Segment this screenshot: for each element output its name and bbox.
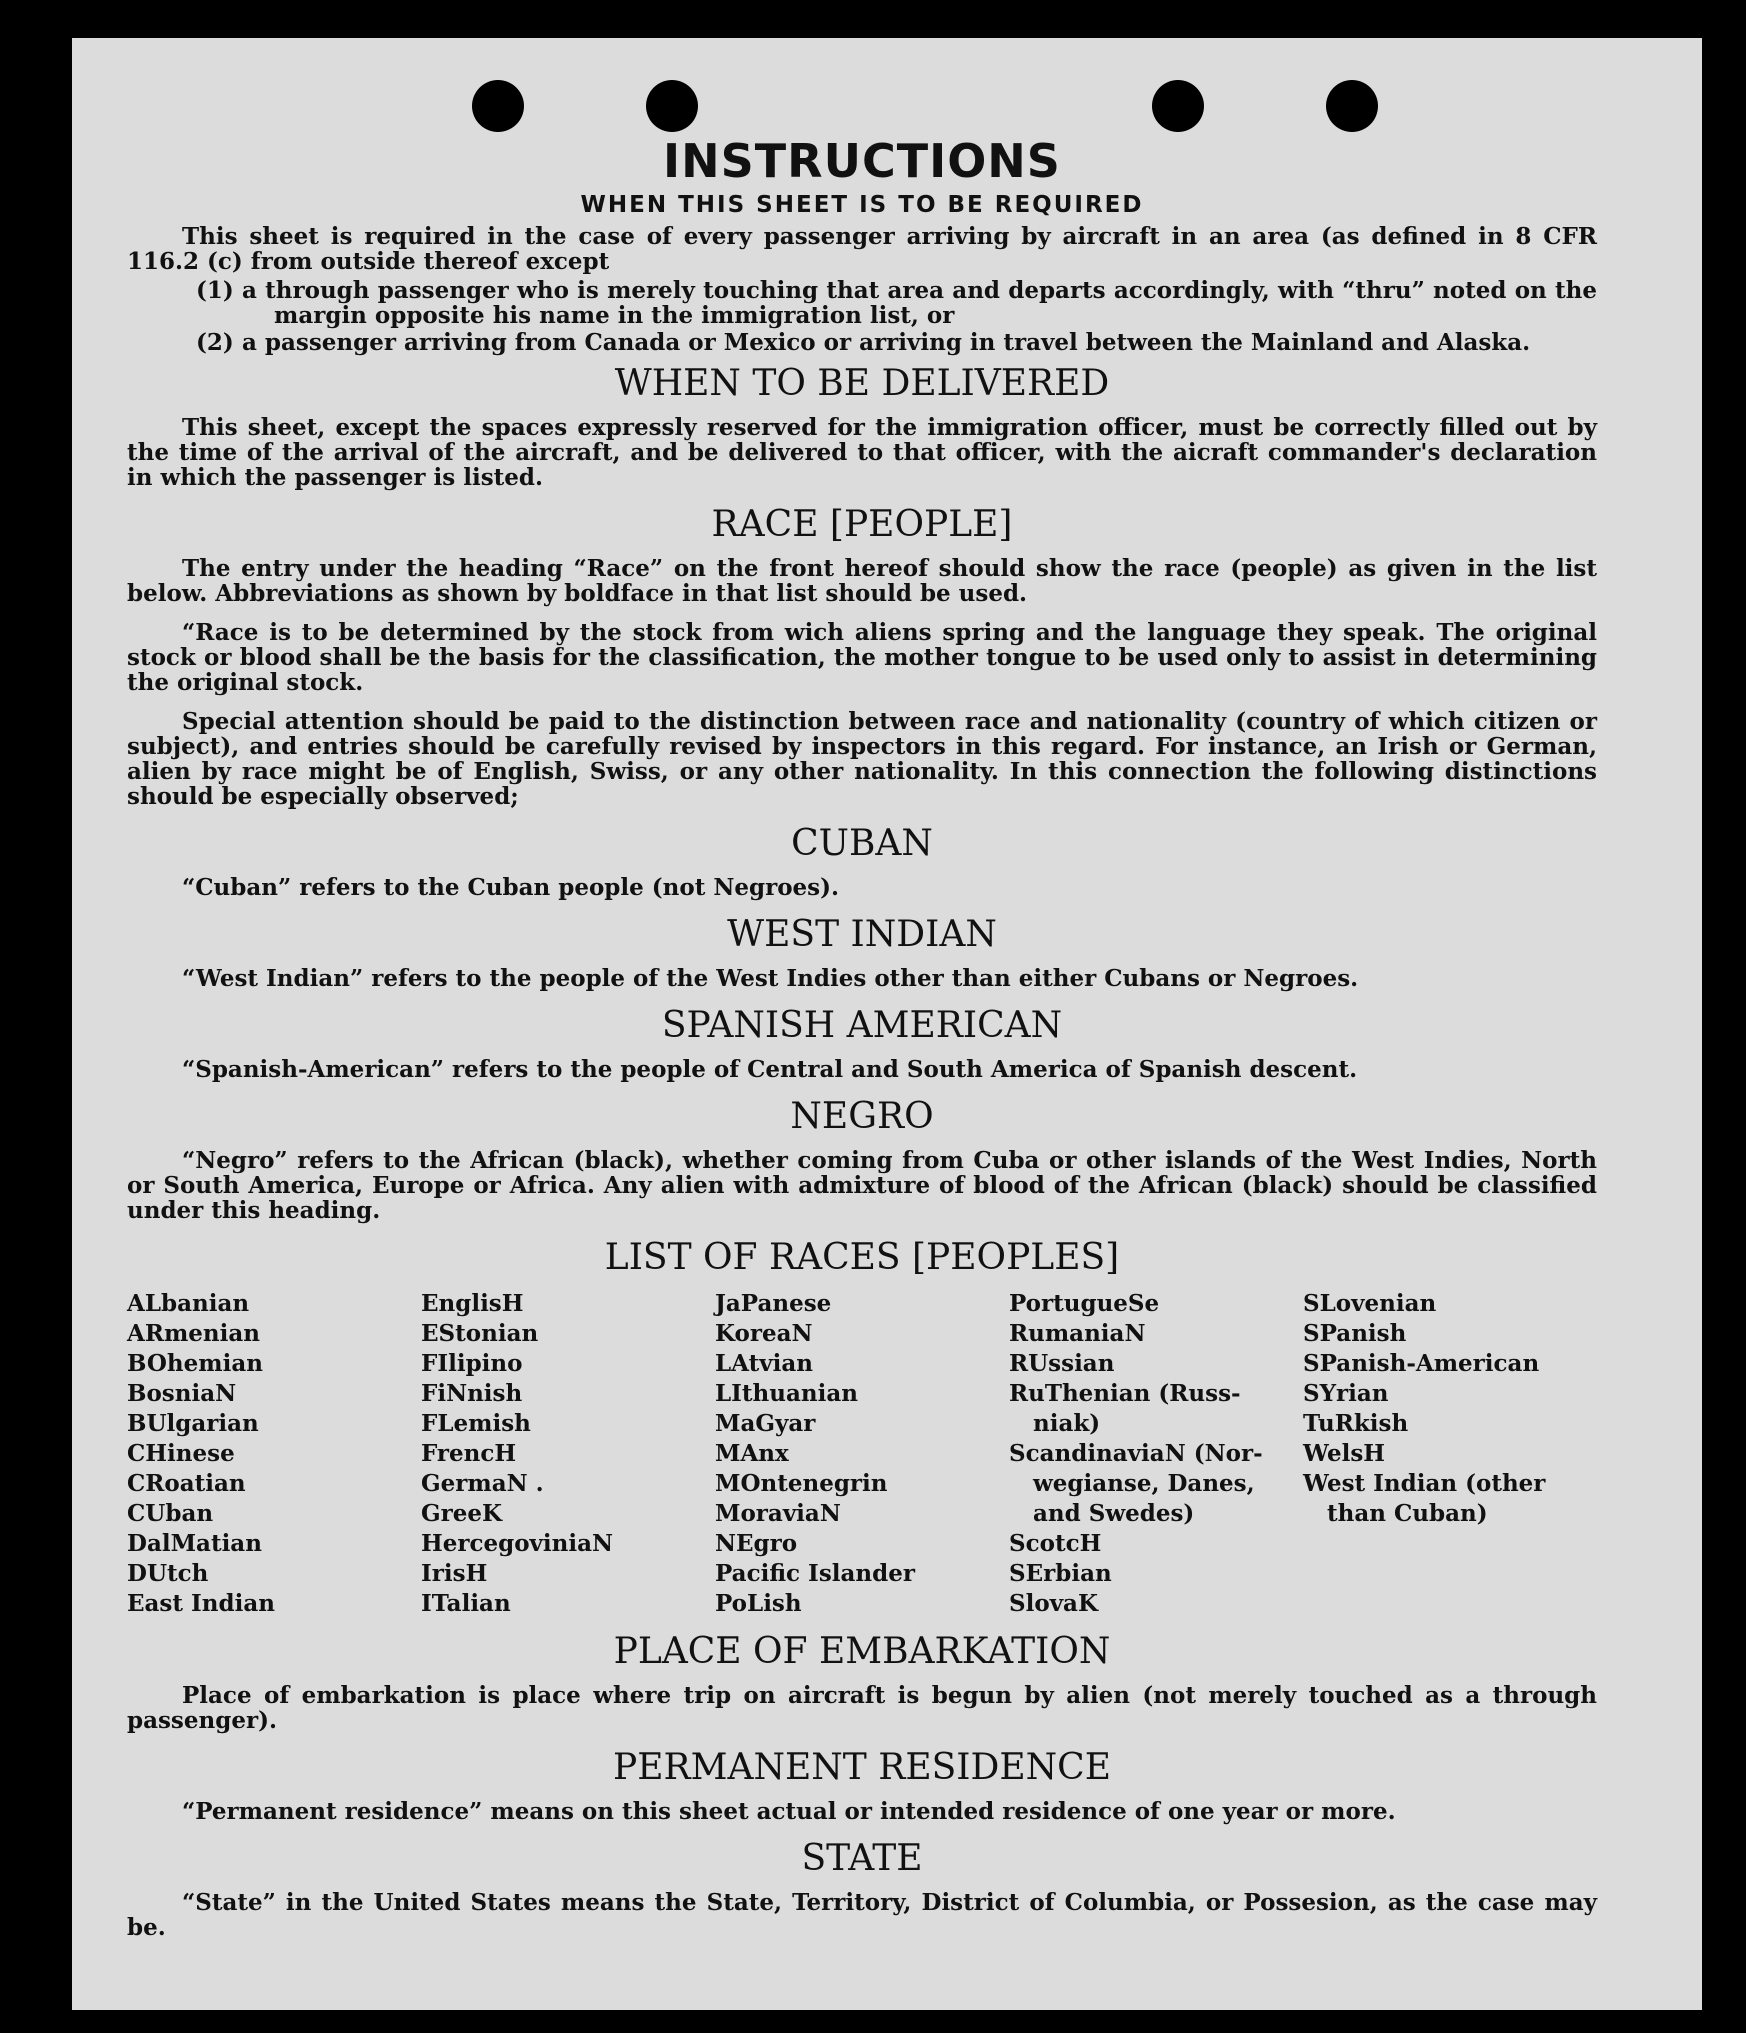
page-title: INSTRUCTIONS bbox=[663, 134, 1061, 188]
race-paragraph-2: “Race is to be determined by the stock from wich aliens spring and the language they speak. The original stock or blood shall be the basis for the classification, the mother tongue to be used only to assist in determining the original stock. bbox=[127, 619, 1597, 696]
west-indian-paragraph: “West Indian” refers to the people of the West Indies other than either Cubans or Negroes. bbox=[182, 965, 1359, 992]
race-item: CUban bbox=[127, 1500, 214, 1527]
race-item: FLemish bbox=[421, 1410, 531, 1437]
race-item: DUtch bbox=[127, 1560, 209, 1587]
race-item: West Indian (other bbox=[1303, 1470, 1546, 1497]
race-item: RuThenian (Russ- bbox=[1009, 1380, 1241, 1407]
embarkation-heading: PLACE OF EMBARKATION bbox=[613, 1631, 1111, 1672]
race-item: GermaN . bbox=[421, 1470, 544, 1497]
subtitle: WHEN THIS SHEET IS TO BE REQUIRED bbox=[580, 192, 1144, 218]
race-item: ScandinaviaN (Nor- bbox=[1009, 1440, 1263, 1467]
race-item: TuRkish bbox=[1303, 1410, 1409, 1437]
exceptions-list bbox=[127, 278, 1597, 355]
race-item: RUssian bbox=[1009, 1350, 1115, 1377]
race-item: than Cuban) bbox=[1327, 1500, 1488, 1527]
races-column bbox=[421, 1289, 715, 1619]
west-indian-heading: WEST INDIAN bbox=[727, 914, 997, 955]
race-item: BOhemian bbox=[127, 1350, 263, 1377]
race-item: SLovenian bbox=[1303, 1290, 1437, 1317]
required-paragraph: This sheet is required in the case of every passenger arriving by aircraft in an area (as defined in 8 CFR 116.2 (c) from outside thereof except bbox=[127, 223, 1597, 275]
exception-number: (1) bbox=[196, 277, 234, 304]
race-item: PortugueSe bbox=[1009, 1290, 1160, 1317]
races-column bbox=[715, 1289, 1009, 1619]
race-paragraph-1: The entry under the heading “Race” on the front hereof should show the race (people) as given in the list below. Abbreviations as shown by boldface in that list should be used. bbox=[127, 555, 1597, 607]
exception-number: (2) bbox=[196, 329, 234, 356]
race-item: BosniaN bbox=[127, 1380, 237, 1407]
race-item: DalMatian bbox=[127, 1530, 262, 1557]
exception-item bbox=[196, 329, 1597, 356]
race-item: MoraviaN bbox=[715, 1500, 841, 1527]
race-item: SlovaK bbox=[1009, 1590, 1098, 1617]
cuban-paragraph: “Cuban” refers to the Cuban people (not Negroes). bbox=[182, 874, 840, 901]
race-item: and Swedes) bbox=[1033, 1500, 1195, 1527]
race-item: WelsH bbox=[1303, 1440, 1386, 1467]
residence-paragraph: “Permanent residence” means on this sheet actual or intended residence of one year or more. bbox=[182, 1798, 1396, 1825]
race-item: FrencH bbox=[421, 1440, 517, 1467]
race-item: ARmenian bbox=[127, 1320, 261, 1347]
race-item: SPanish-American bbox=[1303, 1350, 1540, 1377]
race-item: ALbanian bbox=[127, 1290, 250, 1317]
race-item: FIlipino bbox=[421, 1350, 523, 1377]
races-column bbox=[1009, 1289, 1303, 1619]
punch-hole bbox=[1326, 80, 1378, 132]
delivered-heading: WHEN TO BE DELIVERED bbox=[614, 363, 1110, 404]
race-item: CRoatian bbox=[127, 1470, 246, 1497]
document-body bbox=[127, 134, 1597, 1954]
exception-text: a through passenger who is merely touching that area and departs accordingly, with “thru” noted on the margin opposite his name in the immigration list, or bbox=[242, 277, 1597, 329]
race-item: GreeK bbox=[421, 1500, 503, 1527]
races-list bbox=[127, 1289, 1597, 1619]
punch-hole bbox=[472, 80, 524, 132]
residence-heading: PERMANENT RESIDENCE bbox=[613, 1747, 1111, 1788]
race-item: KoreaN bbox=[715, 1320, 813, 1347]
state-heading: STATE bbox=[801, 1838, 923, 1879]
spanish-american-heading: SPANISH AMERICAN bbox=[661, 1005, 1063, 1046]
race-item: LAtvian bbox=[715, 1350, 813, 1377]
state-paragraph: “State” in the United States means the State, Territory, District of Columbia, or Possesion, as the case may be. bbox=[127, 1889, 1597, 1941]
race-item: MOntenegrin bbox=[715, 1470, 888, 1497]
spanish-american-paragraph: “Spanish-American” refers to the people of Central and South America of Spanish descent. bbox=[182, 1056, 1358, 1083]
race-item: niak) bbox=[1033, 1410, 1101, 1437]
exception-item bbox=[196, 277, 1597, 329]
race-item: SPanish bbox=[1303, 1320, 1407, 1347]
race-paragraph-3: Special attention should be paid to the distinction between race and nationality (country of which citizen or subject), and entries should be carefully revised by inspectors in this regard. For instance, an Irish or German, alien by race might be of English, Swiss, or any other nationality. In this connection the following distinctions should be especially observed; bbox=[127, 708, 1597, 810]
race-item: East Indian bbox=[127, 1590, 275, 1617]
negro-heading: NEGRO bbox=[790, 1096, 934, 1137]
exception-text: a passenger arriving from Canada or Mexico or arriving in travel between the Mainland and Alaska. bbox=[242, 329, 1531, 356]
race-item: NEgro bbox=[715, 1530, 798, 1557]
races-column bbox=[127, 1289, 421, 1619]
race-item: EStonian bbox=[421, 1320, 539, 1347]
race-item: Pacific Islander bbox=[715, 1560, 915, 1587]
race-item: LIthuanian bbox=[715, 1380, 858, 1407]
races-column bbox=[1303, 1289, 1597, 1619]
race-item: MAnx bbox=[715, 1440, 789, 1467]
embarkation-paragraph: Place of embarkation is place where trip on aircraft is begun by alien (not merely touched as a through passenger). bbox=[127, 1682, 1597, 1734]
race-heading: RACE [PEOPLE] bbox=[711, 504, 1013, 545]
race-item: IrisH bbox=[421, 1560, 488, 1587]
delivered-paragraph: This sheet, except the spaces expressly reserved for the immigration officer, must be correctly filled out by the time of the arrival of the aircraft, and be delivered to that officer, with the aicraft commander's declaration in which the passenger is listed. bbox=[127, 414, 1597, 491]
race-item: CHinese bbox=[127, 1440, 235, 1467]
race-item: ScotcH bbox=[1009, 1530, 1102, 1557]
race-item: BUlgarian bbox=[127, 1410, 259, 1437]
cuban-heading: CUBAN bbox=[791, 823, 933, 864]
punch-hole bbox=[1152, 80, 1204, 132]
race-item: SYrian bbox=[1303, 1380, 1389, 1407]
race-item: wegianse, Danes, bbox=[1033, 1470, 1255, 1497]
race-item: FiNnish bbox=[421, 1380, 523, 1407]
race-item: RumaniaN bbox=[1009, 1320, 1146, 1347]
race-item: SErbian bbox=[1009, 1560, 1112, 1587]
race-item: HercegoviniaN bbox=[421, 1530, 614, 1557]
race-item: ITalian bbox=[421, 1590, 511, 1617]
negro-paragraph: “Negro” refers to the African (black), whether coming from Cuba or other islands of the West Indies, North or South America, Europe or Africa. Any alien with admixture of blood of the African (black) should be classified under this heading. bbox=[127, 1147, 1597, 1224]
document-page bbox=[72, 38, 1702, 2010]
races-heading: LIST OF RACES [PEOPLES] bbox=[604, 1237, 1120, 1278]
race-item: PoLish bbox=[715, 1590, 802, 1617]
punch-hole bbox=[646, 80, 698, 132]
race-item: EnglisH bbox=[421, 1290, 524, 1317]
race-item: MaGyar bbox=[715, 1410, 816, 1437]
race-item: JaPanese bbox=[715, 1290, 832, 1317]
